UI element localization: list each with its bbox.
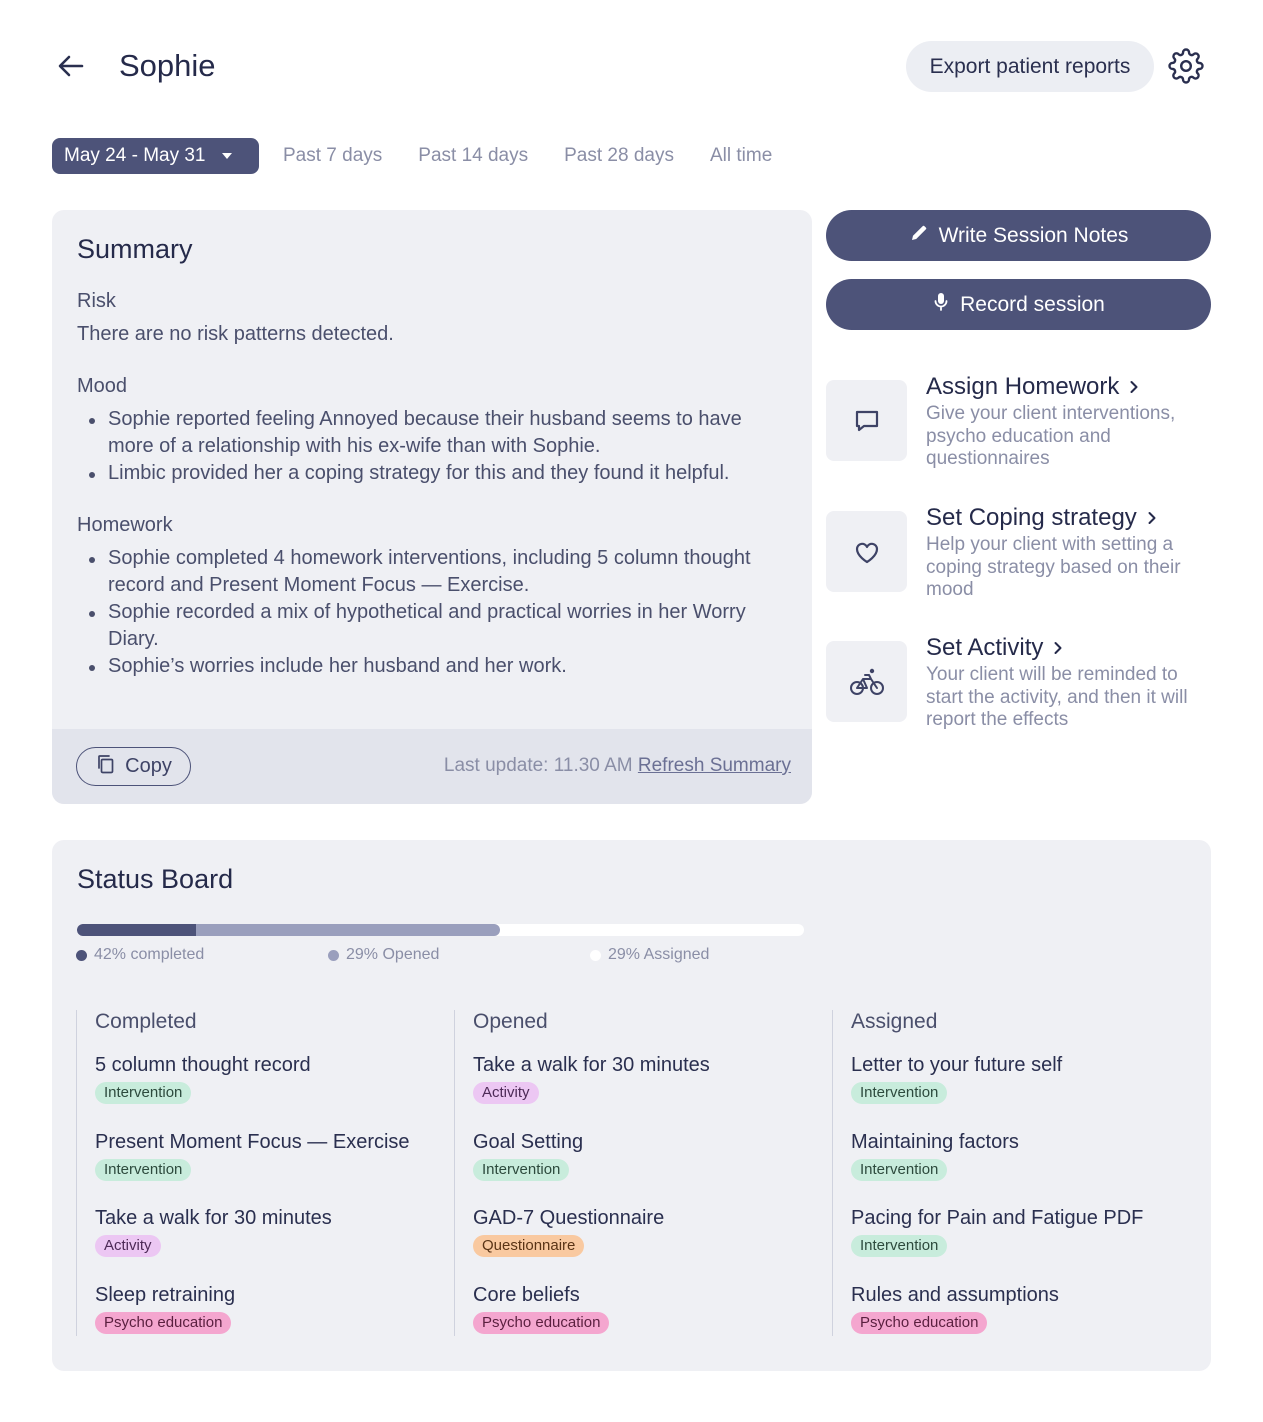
date-range-bar [52,138,772,174]
record-session-button[interactable] [826,279,1211,330]
write-session-notes-button[interactable] [826,210,1211,261]
copy-button[interactable] [76,747,191,786]
summary-card [52,210,812,804]
range-option-7-days[interactable]: Past 7 days [283,145,383,166]
range-option-28-days[interactable]: Past 28 days [564,145,674,166]
task-tag: Intervention [95,1159,191,1181]
assign-homework-title [926,373,1139,401]
completed-column [76,1010,454,1336]
task-item[interactable] [95,1206,454,1283]
status-board-card [52,840,1211,1371]
column-heading: Completed [95,1010,197,1033]
microphone-icon [932,291,950,319]
task-item[interactable] [473,1130,832,1207]
homework-bullet: Sophie completed 4 homework interventions, including 5 column thought record and Present Moment Focus — Exercise. [77,545,757,599]
set-coping-strategy-description: Help your client with setting a coping strategy based on their mood [926,534,1181,600]
risk-heading: Risk [77,290,116,312]
legend-dot-completed [76,950,87,961]
legend-dot-assigned [590,950,601,961]
pencil-icon [909,223,929,249]
feature-title-text: Set Coping strategy [926,504,1137,531]
assign-homework-description: Give your client interventions, psycho education and questionnaires [926,403,1176,469]
refresh-summary-link[interactable]: Refresh Summary [637,755,791,776]
task-tag: Intervention [95,1082,191,1104]
task-name: Letter to your future self [851,1054,1063,1076]
task-name: Take a walk for 30 minutes [95,1207,332,1229]
task-tag: Psycho education [95,1312,231,1334]
range-option-14-days[interactable]: Past 14 days [418,145,529,166]
mood-bullet: Limbic provided her a coping strategy for this and they found it helpful. [77,460,757,487]
progress-completed-segment [77,924,196,936]
assign-homework-item[interactable] [826,373,1211,473]
set-activity-description: Your client will be reminded to start the activity, and then it will report the effects [926,664,1188,730]
write-notes-label: Write Session Notes [938,223,1129,247]
task-tag: Intervention [851,1235,947,1257]
feature-title-text: Set Activity [926,634,1044,661]
summary-title: Summary [77,234,193,264]
chevron-right-icon [1129,380,1139,394]
bicycle-icon [826,641,907,722]
homework-bullet: Sophie’s worries include her husband and her work. [77,653,757,680]
task-item[interactable] [95,1130,454,1207]
task-item[interactable] [95,1053,454,1130]
summary-footer [52,729,812,804]
range-option-all-time[interactable]: All time [709,145,773,166]
task-tag: Psycho education [473,1312,609,1334]
legend-assigned-label: 29% Assigned [608,946,710,963]
task-item[interactable] [473,1206,832,1283]
feature-title-text: Assign Homework [926,373,1120,400]
set-coping-strategy-item[interactable] [826,504,1211,604]
legend-opened-label: 29% Opened [346,946,440,963]
task-name: 5 column thought record [95,1054,311,1076]
chevron-right-icon [1147,511,1157,525]
task-item[interactable] [851,1130,1210,1207]
column-heading: Opened [473,1010,548,1033]
task-name: Pacing for Pain and Fatigue PDF [851,1207,1144,1229]
page-header [52,40,1212,94]
date-range-value: May 24 - May 31 [64,145,206,166]
caret-down-icon [222,153,232,159]
task-name: Sleep retraining [95,1283,236,1306]
task-name: Goal Setting [473,1130,584,1153]
copy-label: Copy [125,755,172,777]
task-tag: Psycho education [851,1312,987,1334]
task-name: Maintaining factors [851,1130,1019,1153]
progress-bar [77,924,804,936]
task-tag: Activity [473,1082,539,1104]
summary-body [77,288,757,705]
patient-name: Sophie [119,48,216,83]
task-name: GAD-7 Questionnaire [473,1207,665,1229]
date-range-dropdown[interactable] [52,138,259,174]
last-update-text: Last update: 11.30 AM [443,755,633,776]
legend-assigned [590,946,709,964]
homework-list [77,545,757,680]
record-session-label: Record session [960,292,1105,316]
task-tag: Questionnaire [473,1235,584,1257]
homework-heading: Homework [77,514,173,536]
task-name: Present Moment Focus — Exercise [95,1130,410,1153]
task-item[interactable] [473,1283,832,1360]
homework-bullet: Sophie recorded a mix of hypothetical and practical worries in her Worry Diary. [77,599,757,653]
mood-list [77,406,757,487]
task-tag: Intervention [851,1159,947,1181]
gear-icon[interactable] [1168,48,1204,84]
assigned-column [832,1010,1210,1336]
status-board-title: Status Board [77,864,234,894]
chevron-right-icon [1053,641,1063,655]
legend-completed [76,946,204,964]
risk-text: There are no risk patterns detected. [77,323,394,345]
task-name: Core beliefs [473,1283,580,1306]
task-tag: Activity [95,1235,161,1257]
copy-icon [95,753,117,781]
mood-heading: Mood [77,375,128,397]
task-item[interactable] [473,1053,832,1130]
set-activity-item[interactable] [826,634,1211,734]
legend-completed-label: 42% completed [94,946,205,963]
task-item[interactable] [851,1206,1210,1283]
task-name: Take a walk for 30 minutes [473,1054,710,1076]
task-item[interactable] [851,1053,1210,1130]
legend-dot-opened [328,950,339,961]
task-item[interactable] [851,1283,1210,1360]
task-item[interactable] [95,1283,454,1360]
last-update-line [444,755,791,777]
legend-opened [328,946,439,964]
set-coping-strategy-title [926,504,1157,532]
task-name: Rules and assumptions [851,1283,1059,1306]
task-tag: Intervention [851,1082,947,1104]
opened-column [454,1010,832,1336]
back-arrow-icon[interactable] [56,51,86,81]
export-reports-button[interactable]: Export patient reports [906,41,1154,92]
chat-bubble-icon [826,380,907,461]
mood-bullet: Sophie reported feeling Annoyed because their husband seems to have more of a relationship with his ex-wife than with Sophie. [77,406,757,460]
set-activity-title [926,634,1063,662]
column-heading: Assigned [851,1010,938,1033]
heart-icon [826,511,907,592]
task-tag: Intervention [473,1159,569,1181]
